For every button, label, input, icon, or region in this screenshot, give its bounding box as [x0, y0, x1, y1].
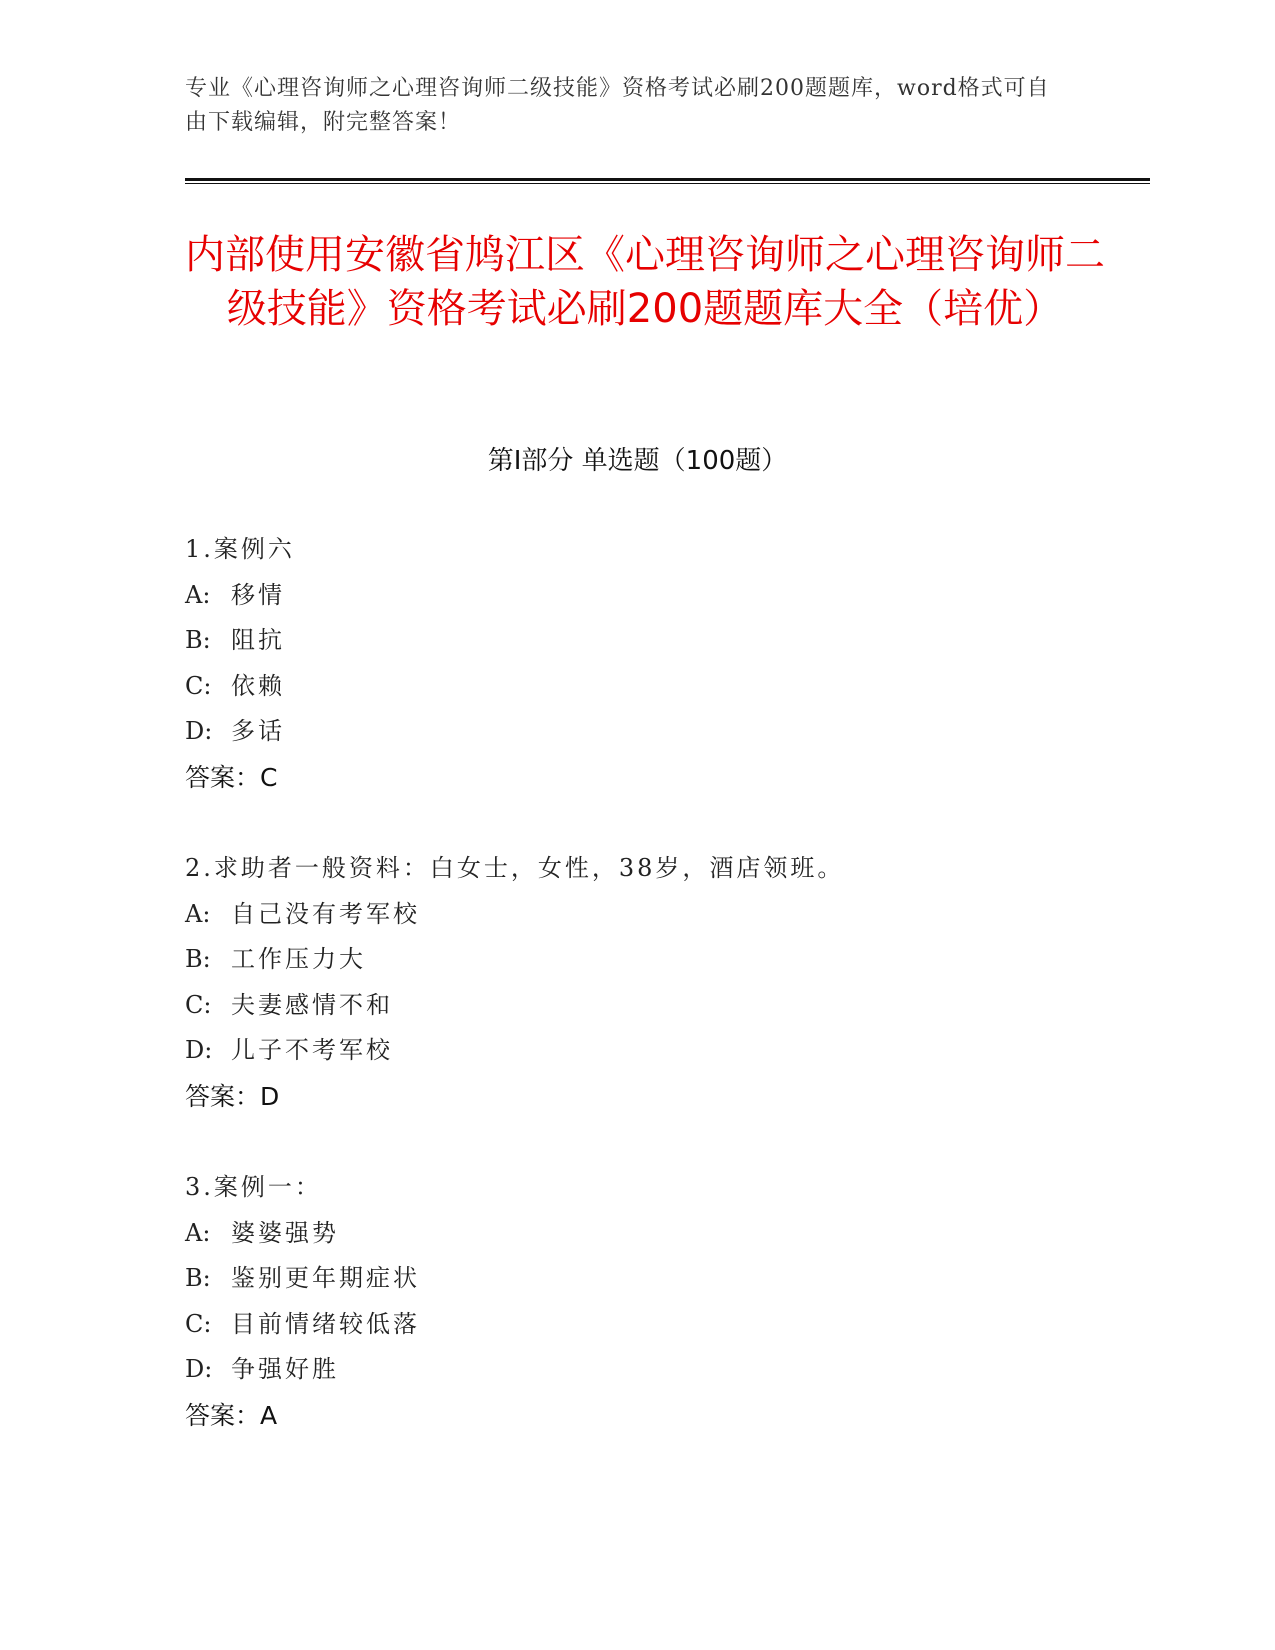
- answer-line: 答案：D: [185, 1081, 280, 1111]
- option-text: 自己没有考军校: [231, 899, 420, 928]
- option-key: C:: [185, 1309, 212, 1338]
- option-text: 移情: [231, 580, 285, 609]
- option-key: D:: [185, 1355, 213, 1383]
- option-text: 夫妻感情不和: [231, 990, 393, 1019]
- option-text: 婆婆强势: [231, 1218, 339, 1247]
- question-1: [185, 527, 1165, 800]
- option-a: [185, 1211, 1165, 1257]
- option-text: 争强好胜: [231, 1355, 339, 1383]
- question-list: [185, 527, 1165, 1484]
- question-2: [185, 846, 1165, 1119]
- answer-line: 答案：C: [185, 762, 278, 792]
- option-text: 工作压力大: [231, 945, 366, 973]
- option-c: [185, 664, 1165, 710]
- option-b: [185, 618, 1165, 664]
- option-key: B:: [185, 1264, 211, 1292]
- question-3: [185, 1165, 1165, 1438]
- section-heading: 第Ⅰ部分 单选题（100题）: [487, 446, 788, 476]
- option-a: [185, 892, 1165, 938]
- option-a: [185, 573, 1165, 619]
- answer-line: 答案：A: [185, 1400, 278, 1430]
- option-key: A:: [185, 899, 211, 928]
- option-key: A:: [185, 1218, 211, 1247]
- header-rule-thick: [185, 178, 1150, 181]
- option-c: [185, 983, 1165, 1029]
- header-note: 专业《心理咨询师之心理咨询师二级技能》资格考试必刷200题题库，word格式可自由下载编辑，附完整答案！: [185, 76, 1050, 135]
- question-stem: 1.案例六: [185, 535, 295, 563]
- option-key: A:: [185, 580, 211, 609]
- question-stem: 3.案例一：: [185, 1173, 322, 1201]
- option-key: B:: [185, 626, 211, 654]
- option-text: 阻抗: [231, 626, 285, 654]
- option-text: 多话: [231, 717, 285, 745]
- option-b: [185, 1256, 1165, 1302]
- document-title: 内部使用安徽省鸠江区《心理咨询师之心理咨询师二级技能》资格考试必刷200题题库大全（培优）: [185, 232, 1105, 332]
- option-d: [185, 1347, 1165, 1393]
- option-key: B:: [185, 945, 211, 973]
- option-key: C:: [185, 990, 212, 1019]
- option-text: 鉴别更年期症状: [231, 1264, 420, 1292]
- option-key: D:: [185, 717, 213, 745]
- option-d: [185, 1028, 1165, 1074]
- option-text: 依赖: [231, 671, 285, 700]
- option-key: C:: [185, 671, 212, 700]
- option-text: 目前情绪较低落: [231, 1309, 420, 1338]
- option-c: [185, 1302, 1165, 1348]
- option-b: [185, 937, 1165, 983]
- option-d: [185, 709, 1165, 755]
- option-text: 儿子不考军校: [231, 1036, 393, 1064]
- option-key: D:: [185, 1036, 213, 1064]
- header-rule-thin: [185, 183, 1150, 184]
- question-stem: 2.求助者一般资料：白女士，女性，38岁，酒店领班。: [185, 854, 845, 882]
